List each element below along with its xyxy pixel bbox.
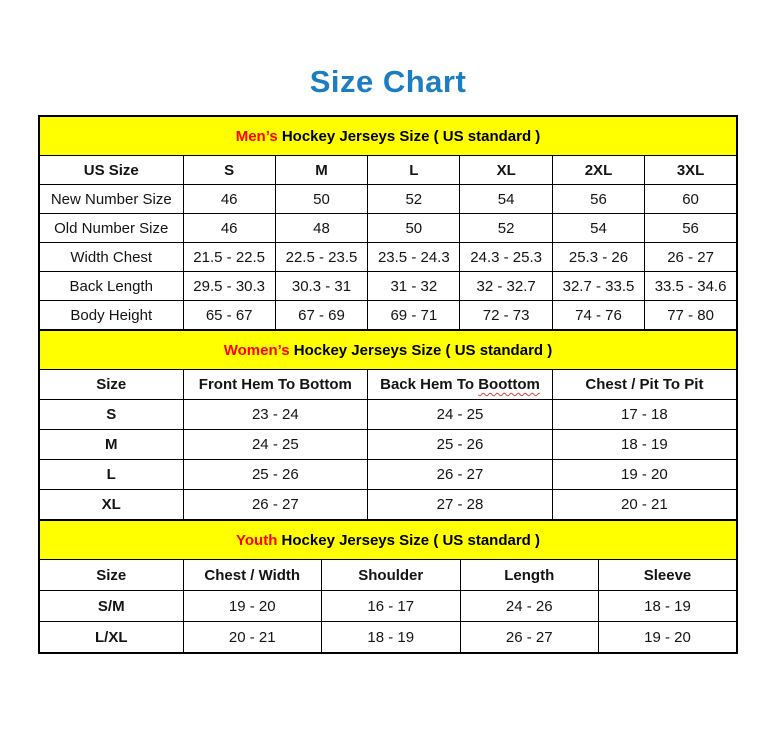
youth-column-header: Sleeve — [599, 560, 738, 591]
youth-header-row — [39, 560, 737, 591]
mens-column-header: 2XL — [552, 156, 644, 185]
womens-value-cell: 18 - 19 — [552, 430, 737, 460]
mens-value-cell: 56 — [552, 185, 644, 214]
mens-table-row — [39, 243, 737, 272]
mens-value-cell: 52 — [368, 185, 460, 214]
mens-column-header: L — [368, 156, 460, 185]
womens-table-row — [39, 400, 737, 430]
womens-value-cell: 19 - 20 — [552, 460, 737, 490]
mens-column-header: S — [183, 156, 275, 185]
mens-table-row — [39, 272, 737, 301]
womens-header-row — [39, 370, 737, 400]
youth-section-band-row — [39, 520, 737, 560]
mens-value-cell: 50 — [368, 214, 460, 243]
mens-column-header: 3XL — [645, 156, 737, 185]
mens-table-row — [39, 214, 737, 243]
mens-value-cell: 77 - 80 — [645, 301, 737, 331]
mens-table-row — [39, 301, 737, 331]
womens-column-header: Chest / Pit To Pit — [552, 370, 737, 400]
youth-row-label: S/M — [39, 591, 183, 622]
womens-band-text: Hockey Jerseys Size ( US standard ) — [289, 341, 553, 359]
womens-value-cell: 20 - 21 — [552, 490, 737, 521]
womens-value-cell: 26 - 27 — [183, 490, 368, 521]
mens-value-cell: 22.5 - 23.5 — [275, 243, 367, 272]
mens-value-cell: 69 - 71 — [368, 301, 460, 331]
mens-size-table — [38, 115, 738, 331]
youth-column-header: Shoulder — [322, 560, 461, 591]
mens-row-label: Body Height — [39, 301, 183, 331]
womens-table-row — [39, 490, 737, 521]
youth-row-label: L/XL — [39, 622, 183, 654]
youth-size-table — [38, 519, 738, 654]
mens-value-cell: 56 — [645, 214, 737, 243]
youth-value-cell: 18 - 19 — [599, 591, 738, 622]
mens-value-cell: 23.5 - 24.3 — [368, 243, 460, 272]
womens-band-highlight: Women’s — [223, 341, 290, 359]
mens-value-cell: 30.3 - 31 — [275, 272, 367, 301]
youth-section-band — [39, 520, 737, 560]
womens-row-label: M — [39, 430, 183, 460]
womens-column-header: Front Hem To Bottom — [183, 370, 368, 400]
womens-column-header: Size — [39, 370, 183, 400]
mens-value-cell: 48 — [275, 214, 367, 243]
womens-value-cell: 25 - 26 — [183, 460, 368, 490]
youth-table-row — [39, 622, 737, 654]
mens-value-cell: 54 — [552, 214, 644, 243]
mens-row-label: Old Number Size — [39, 214, 183, 243]
size-tables — [38, 115, 738, 654]
womens-value-cell: 24 - 25 — [368, 400, 553, 430]
womens-value-cell: 25 - 26 — [368, 430, 553, 460]
youth-value-cell: 20 - 21 — [183, 622, 322, 654]
mens-section-band — [39, 116, 737, 156]
mens-value-cell: 74 - 76 — [552, 301, 644, 331]
womens-value-cell: 27 - 28 — [368, 490, 553, 521]
womens-table-row — [39, 460, 737, 490]
mens-value-cell: 21.5 - 22.5 — [183, 243, 275, 272]
mens-value-cell: 65 - 67 — [183, 301, 275, 331]
womens-row-label: S — [39, 400, 183, 430]
mens-value-cell: 72 - 73 — [460, 301, 552, 331]
misspelled-word: Boottom — [478, 376, 540, 393]
womens-value-cell: 26 - 27 — [368, 460, 553, 490]
youth-table-row — [39, 591, 737, 622]
youth-value-cell: 18 - 19 — [322, 622, 461, 654]
mens-value-cell: 31 - 32 — [368, 272, 460, 301]
mens-value-cell: 32 - 32.7 — [460, 272, 552, 301]
mens-row-label: New Number Size — [39, 185, 183, 214]
youth-value-cell: 26 - 27 — [460, 622, 599, 654]
mens-value-cell: 32.7 - 33.5 — [552, 272, 644, 301]
youth-value-cell: 19 - 20 — [599, 622, 738, 654]
mens-value-cell: 25.3 - 26 — [552, 243, 644, 272]
youth-band-highlight: Youth — [236, 531, 278, 549]
womens-value-cell: 24 - 25 — [183, 430, 368, 460]
youth-column-header: Chest / Width — [183, 560, 322, 591]
mens-column-header: XL — [460, 156, 552, 185]
womens-section-band — [39, 330, 737, 370]
mens-section-band-row — [39, 116, 737, 156]
mens-column-header: M — [275, 156, 367, 185]
mens-column-header: US Size — [39, 156, 183, 185]
mens-value-cell: 29.5 - 30.3 — [183, 272, 275, 301]
mens-band-text: Hockey Jerseys Size ( US standard ) — [277, 127, 541, 145]
mens-row-label: Width Chest — [39, 243, 183, 272]
column-header-text: Back Hem To — [380, 376, 479, 393]
mens-value-cell: 60 — [645, 185, 737, 214]
mens-value-cell: 46 — [183, 214, 275, 243]
youth-value-cell: 16 - 17 — [322, 591, 461, 622]
womens-row-label: L — [39, 460, 183, 490]
mens-value-cell: 46 — [183, 185, 275, 214]
mens-value-cell: 54 — [460, 185, 552, 214]
womens-value-cell: 23 - 24 — [183, 400, 368, 430]
youth-value-cell: 19 - 20 — [183, 591, 322, 622]
mens-value-cell: 67 - 69 — [275, 301, 367, 331]
page-title: Size Chart — [309, 64, 467, 99]
mens-value-cell: 50 — [275, 185, 367, 214]
womens-column-header — [368, 370, 553, 400]
mens-value-cell: 26 - 27 — [645, 243, 737, 272]
mens-value-cell: 24.3 - 25.3 — [460, 243, 552, 272]
youth-band-text: Hockey Jerseys Size ( US standard ) — [277, 531, 540, 549]
mens-value-cell: 33.5 - 34.6 — [645, 272, 737, 301]
womens-row-label: XL — [39, 490, 183, 521]
mens-band-highlight: Men’s — [235, 127, 278, 145]
youth-column-header: Length — [460, 560, 599, 591]
womens-size-table — [38, 329, 738, 521]
womens-value-cell: 17 - 18 — [552, 400, 737, 430]
youth-value-cell: 24 - 26 — [460, 591, 599, 622]
mens-table-row — [39, 185, 737, 214]
mens-value-cell: 52 — [460, 214, 552, 243]
mens-row-label: Back Length — [39, 272, 183, 301]
youth-column-header: Size — [39, 560, 183, 591]
womens-table-row — [39, 430, 737, 460]
mens-header-row — [39, 156, 737, 185]
womens-section-band-row — [39, 330, 737, 370]
